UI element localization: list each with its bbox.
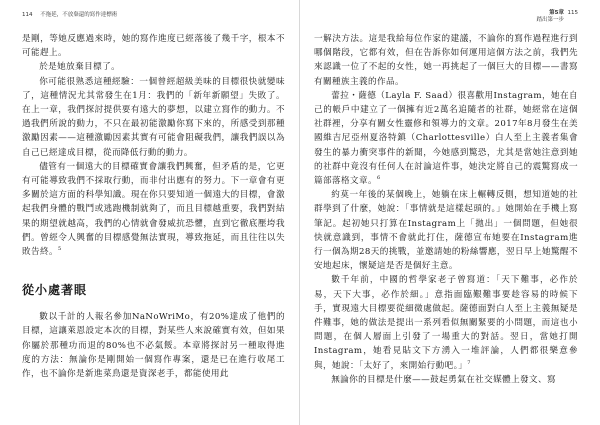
right-paragraph-5: 無論你的目標是什麼——鼓起勇氣在社交媒體上發文、寫 [331, 374, 557, 385]
footnote-ref-6: 6 [376, 175, 381, 182]
left-paragraph-1: 是剛，等她反應過來時，她的寫作進度已經落後了幾千字，根本不可能趕上。 [22, 34, 285, 59]
left-paragraph-3: 你可能很熟悉這種經驗：一個曾經超級美味的目標很快就變味了，這種情況尤其常發生在1月：我們的「新年新願望」失敗了。在上一章，我們探討提供要有遠大的夢想，以建立寫作的動力。不過我們所說的動力，不只在最初能激勵你寫下來的，所感受到那種激勵因素——這種激勵因素其實有可能會阻礙我們，讓我們誤以為自己已經達成目標，從而降低行動的動力。 [22, 76, 285, 158]
left-running-head [22, 10, 285, 32]
left-paragraph-4 [22, 160, 285, 259]
left-paragraph-5: 數以千計的人報名參加NaNoWriMo，有20%達成了他們的目標，這讓萊恩設定本次的目標，對某些人來說確實有效，但如果你屬於那種功而退的80%也不必氣餒。本章將探討另一種取得進度的方法：無論你是剛開始一個寫作專案，還是已在進行收尾工作，也不論你是新進菜鳥還是資深老手，都能使用此 [22, 312, 285, 380]
right-paragraph-2-text: 蕾拉・薩德（Layla F. Saad）很喜歡用Instagram，她在自己的帳戶中建立了一個擁有近2萬名追隨者的社群，她經常在這個社群裡，分享有關女性靈修和領導力的文章。2017年8月發生在美國維吉尼亞州夏洛特鎮（Charlottesville）白人至上主義者集會發生的暴力衝突事件的新聞，今她感到驚恐，尤其是當她注意到她的社群中竟沒有任何人在討論這件事，她決定將自己的震驚寫成一篇部落格文章。 [314, 90, 578, 187]
footnote-ref-7: 7 [467, 359, 471, 366]
right-paragraph-2 [314, 89, 578, 188]
right-page-number: 115 [567, 10, 578, 16]
left-page-number: 114 [22, 12, 33, 18]
section-heading: 從小處著眼 [22, 283, 88, 298]
left-running-title: 不拖延，不放棄還的寫作達標術 [40, 12, 118, 18]
right-paragraph-4-text: 數千年前，中國的哲學家老子曾寫道：「天下難事，必作於易，天下大事，必作於細。」意指面臨艱難事要趁容易的時候下手，實現遠大目標要從細微處做起。薩德面對白人至上主義無疑是件難事，她的做法是提出一系列看似無關緊要的小問題，而這也小問題，在個人層面上引發了一場重大的對話。翌日，當她打開Instagram，她看見貼文下方湧入一堆評論，人們都很樂意參與，她說：「太好了，來開始行動吧。」 [314, 275, 578, 371]
right-paragraph-3: 約莫一年後的某個晚上，她躺在床上輾轉反側，想知道她的社群學到了什麼，她說：「事情就是這樣起頭的。」她開始在手機上寫筆記。起初她只打算在Instagram上「拋出」一個問題，但她很快就意識到，事情不會就此打住，薩德宣布她要在Instagram進行一個為期28天的挑戰，並邀請她的粉絲響應，翌日早上她驚醒不安地起床，懷疑這是否是個好主意。 [314, 190, 578, 272]
left-paragraph-4-text: 儘管有一個遠大的目標確實會讓我們興奮，但矛盾的是，它更有可能導致我們不採取行動，而非付出應有的努力。下一章會有更多關於這方面的科學知識。現在你只要知道一個遠大的目標，會激起我們身體的戰鬥或逃跑機制就夠了，而且目標越重要，我們對結果的期望就越高，我們的心情就會發威抗恐懼，直到它徹底壓垮我們。曾經令人興奮的目標感覺無法實現，導致拖延，而且往往以失敗告終。 [22, 161, 285, 258]
right-paragraph-4 [314, 273, 578, 372]
chapter-title: 踏出第一步 [536, 17, 564, 23]
chapter-block [536, 10, 564, 24]
footnote-ref-5: 5 [57, 246, 62, 253]
right-page [300, 0, 600, 425]
right-running-head [314, 10, 578, 32]
right-paragraph-1: 一解決方法。這是我給每位作家的建議，不論你的寫作過程進行到哪個階段，它都有效，但在告訴你如何運用這個方法之前，我們先來認識一位了不起的女性，她一再挑起了一個巨大的目標——書寫有關種族主義的作品。 [314, 34, 578, 87]
chapter-label: 第5章 [549, 10, 564, 16]
left-paragraph-2: 於是她放棄目標了。 [39, 62, 121, 73]
